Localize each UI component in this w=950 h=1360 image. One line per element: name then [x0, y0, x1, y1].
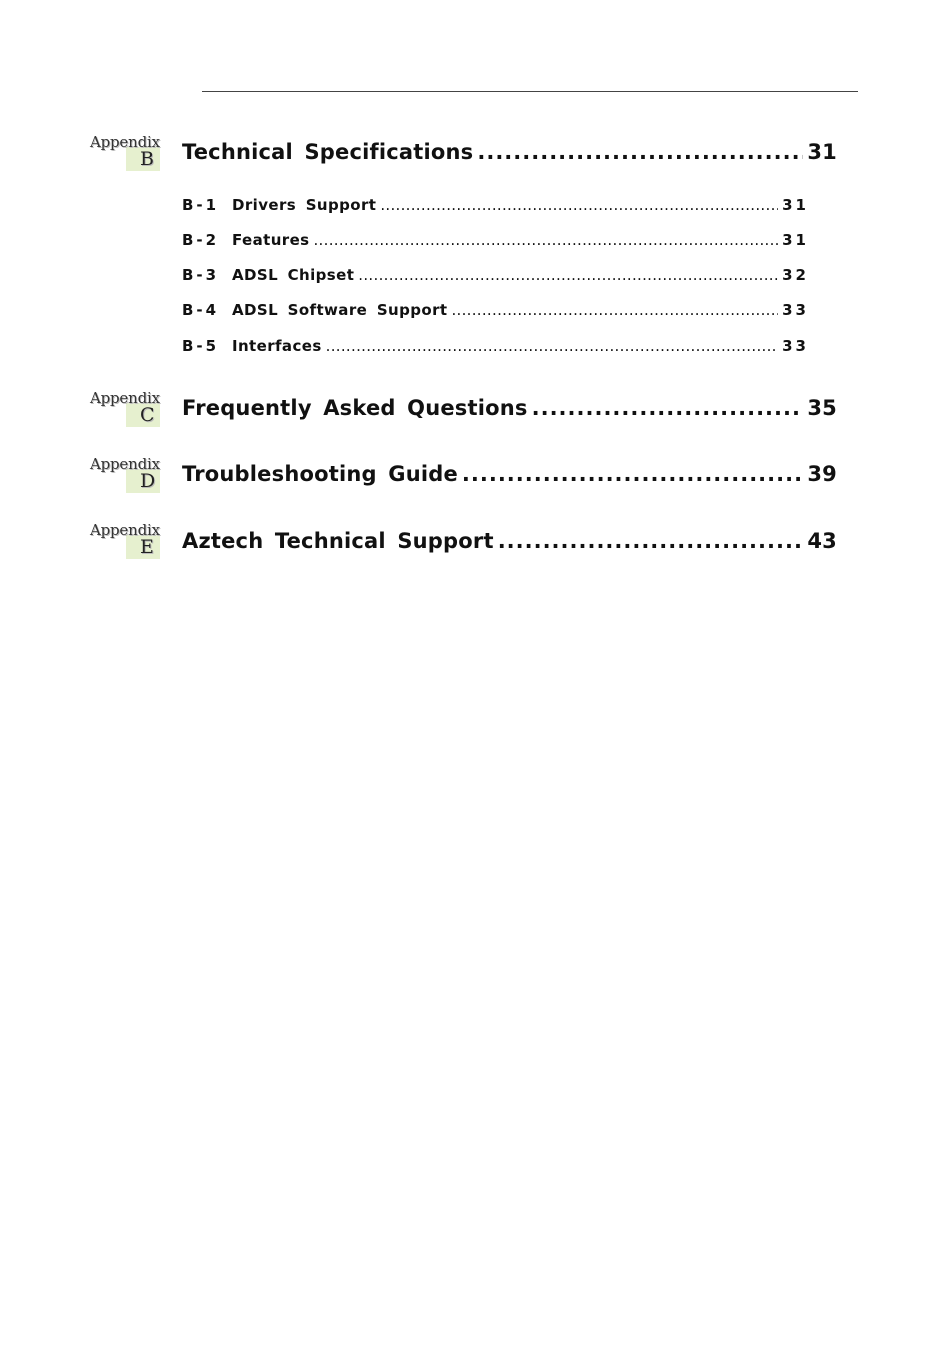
- appendix-letter: C: [140, 404, 155, 426]
- section-page-number: 32: [782, 266, 809, 284]
- header-rule: [202, 91, 858, 92]
- dot-leader: [477, 140, 803, 164]
- dot-leader: [532, 396, 804, 420]
- section-title: Drivers Support: [232, 196, 377, 214]
- toc-subentry-b4[interactable]: [182, 301, 809, 319]
- toc-entry-title: Technical Specifications: [182, 140, 474, 164]
- section-number: B-3: [182, 266, 220, 284]
- appendix-letter: E: [140, 536, 154, 558]
- toc-subentry-b1[interactable]: [182, 196, 809, 214]
- section-number: B-5: [182, 337, 220, 355]
- section-page-number: 31: [782, 231, 809, 249]
- appendix-d-marker: [88, 455, 168, 503]
- section-title: ADSL Chipset: [232, 266, 355, 284]
- appendix-b-marker: [88, 133, 168, 181]
- section-number: B-4: [182, 301, 220, 319]
- toc-entry-title: Frequently Asked Questions: [182, 396, 528, 420]
- section-page-number: 33: [782, 337, 809, 355]
- dot-leader: [358, 266, 778, 284]
- toc-entry-appendix-e[interactable]: [182, 529, 837, 553]
- toc-entry-appendix-d[interactable]: [182, 462, 837, 486]
- toc-entry-title: Troubleshooting Guide: [182, 462, 458, 486]
- toc-page-number: 31: [807, 140, 837, 164]
- appendix-label: Appendix: [90, 521, 160, 539]
- section-title: ADSL Software Support: [232, 301, 448, 319]
- dot-leader: [326, 337, 778, 355]
- toc-page-number: 35: [807, 396, 837, 420]
- appendix-e-marker: [88, 521, 168, 569]
- dot-leader: [462, 462, 803, 486]
- toc-subentry-b3[interactable]: [182, 266, 809, 284]
- appendix-label: Appendix: [90, 389, 160, 407]
- appendix-letter: D: [140, 470, 156, 492]
- section-title: Features: [232, 231, 310, 249]
- appendix-label: Appendix: [90, 133, 160, 151]
- section-title: Interfaces: [232, 337, 322, 355]
- dot-leader: [313, 231, 778, 249]
- section-page-number: 31: [782, 196, 809, 214]
- appendix-letter: B: [140, 148, 154, 170]
- section-number: B-1: [182, 196, 220, 214]
- toc-entry-appendix-b[interactable]: [182, 140, 837, 164]
- appendix-label: Appendix: [90, 455, 160, 473]
- dot-leader: [380, 196, 778, 214]
- dot-leader: [498, 529, 804, 553]
- appendix-c-marker: [88, 389, 168, 437]
- toc-page-number: 39: [807, 462, 837, 486]
- toc-entry-title: Aztech Technical Support: [182, 529, 494, 553]
- section-page-number: 33: [782, 301, 809, 319]
- toc-subentry-b5[interactable]: [182, 337, 809, 355]
- section-number: B-2: [182, 231, 220, 249]
- dot-leader: [451, 301, 778, 319]
- toc-entry-appendix-c[interactable]: [182, 396, 837, 420]
- toc-page-number: 43: [807, 529, 837, 553]
- toc-subentry-b2[interactable]: [182, 231, 809, 249]
